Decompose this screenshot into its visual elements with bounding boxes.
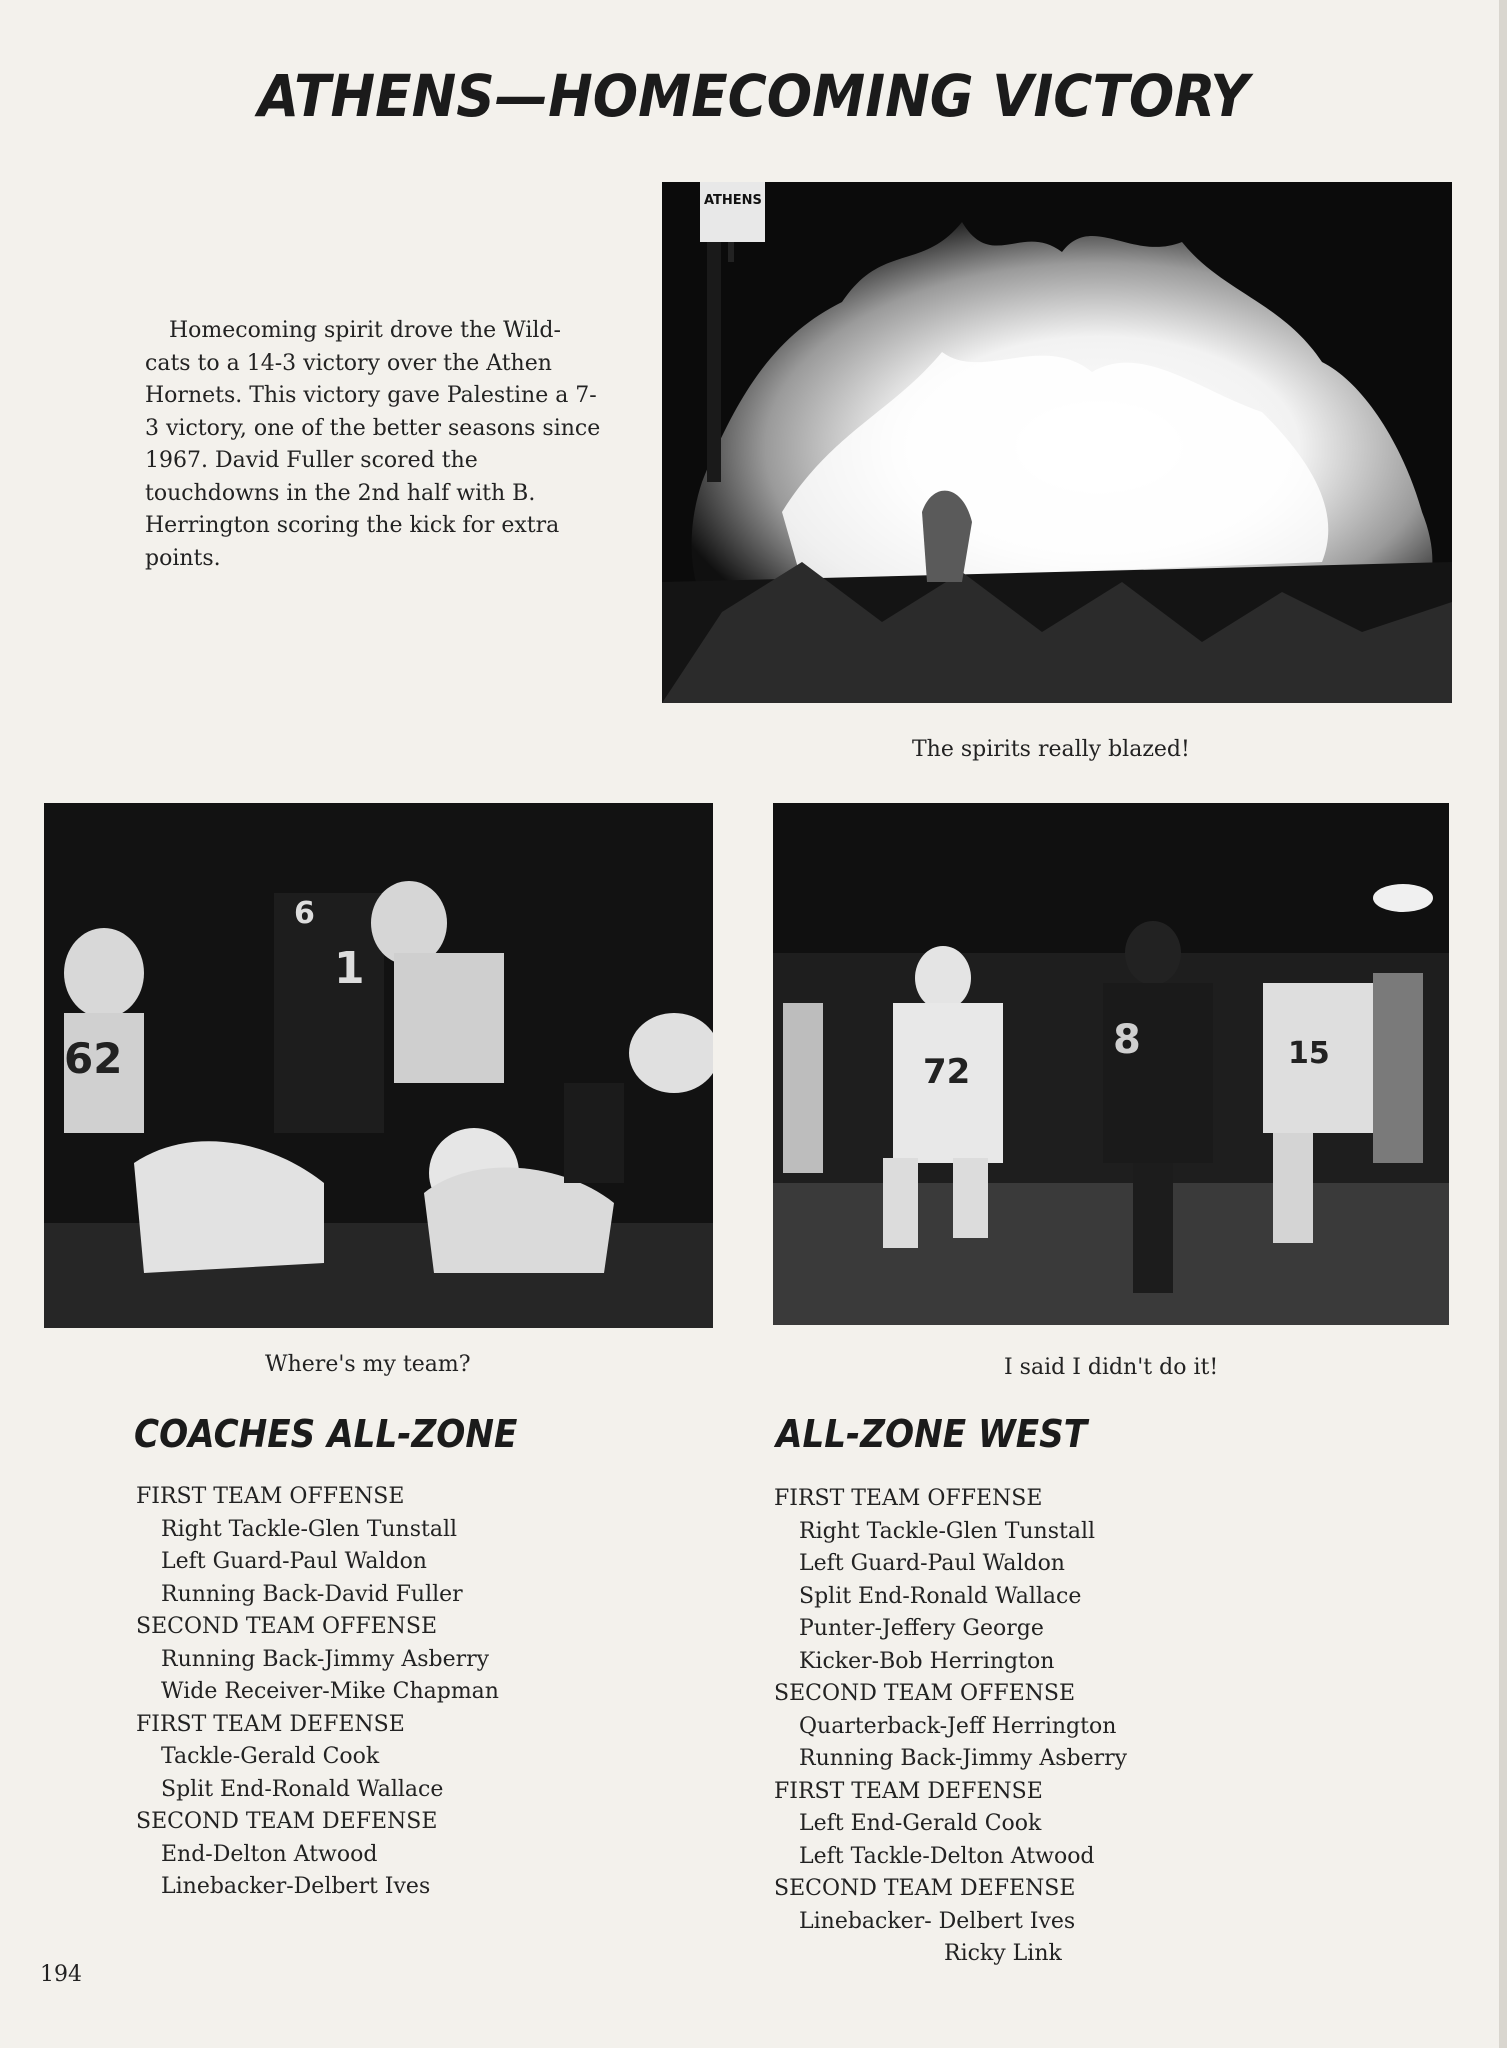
roster-entry: Running Back-Jimmy Asberry: [799, 1746, 1128, 1771]
roster-entry: Split End-Ronald Wallace: [161, 1776, 444, 1802]
roster-entry: Right Tackle-Glen Tunstall: [161, 1516, 458, 1542]
sign-text: ATHENS: [704, 193, 762, 208]
bonfire-caption: The spirits really blazed!: [912, 737, 1190, 762]
roster-entry: Right Tackle-Glen Tunstall: [799, 1518, 1096, 1544]
svg-text:1: 1: [334, 943, 365, 994]
athens-sign: [700, 182, 765, 242]
roster-entry: Left Tackle-Delton Atwood: [799, 1843, 1095, 1869]
pileup-photo: [44, 803, 713, 1328]
runner-photo: [773, 803, 1449, 1325]
all-zone-west-heading: ALL-ZONE WEST: [776, 1412, 1088, 1456]
roster-entry: Running Back-Jimmy Asberry: [161, 1646, 490, 1672]
roster-entry: Ricky Link: [944, 1941, 1062, 1966]
bonfire-photo: [662, 182, 1452, 703]
svg-text:8: 8: [1113, 1017, 1141, 1063]
roster-entry: Split End-Ronald Wallace: [799, 1583, 1082, 1609]
svg-text:62: 62: [64, 1034, 123, 1083]
bonfire-illustration: [662, 182, 1452, 703]
roster-entry: Left Guard-Paul Waldon: [799, 1551, 1065, 1576]
roster-entry: Wide Receiver-Mike Chapman: [161, 1679, 499, 1704]
page-number: 194: [40, 1962, 82, 1987]
roster-section-heading: FIRST TEAM DEFENSE: [136, 1711, 405, 1737]
svg-text:15: 15: [1288, 1036, 1330, 1071]
page-edge: [1499, 0, 1507, 2048]
coaches-roster: [136, 1481, 499, 1904]
pileup-caption: Where's my team?: [265, 1352, 471, 1377]
pileup-illustration: [44, 803, 713, 1328]
roster-entry: Tackle-Gerald Cook: [161, 1744, 380, 1769]
roster-entry: End-Delton Atwood: [161, 1841, 378, 1867]
roster-entry: Linebacker-Delbert Ives: [161, 1874, 431, 1899]
roster-section-heading: SECOND TEAM DEFENSE: [774, 1876, 1076, 1901]
svg-text:6: 6: [294, 896, 315, 931]
runner-caption: I said I didn't do it!: [1004, 1355, 1219, 1380]
page-title: ATHENS—HOMECOMING VICTORY: [257, 62, 1250, 130]
roster-entry: Quarterback-Jeff Herrington: [799, 1713, 1117, 1739]
roster-entry: Linebacker- Delbert Ives: [799, 1908, 1076, 1934]
roster-section-heading: FIRST TEAM OFFENSE: [136, 1484, 405, 1509]
roster-section-heading: SECOND TEAM OFFENSE: [774, 1681, 1076, 1706]
roster-entry: Punter-Jeffery George: [799, 1616, 1044, 1641]
roster-section-heading: FIRST TEAM DEFENSE: [774, 1778, 1043, 1804]
intro-paragraph: Homecoming spirit drove the Wild-cats to a 14-3 victory over the Athen Hornets. This victory gave Palestine a 7-3 victory, one of the better seasons since 1967. David Fuller scored the touchdowns in the 2nd half with B. Herrington scoring the kick for extra points.: [145, 318, 601, 571]
roster-entry: Running Back-David Fuller: [161, 1581, 463, 1607]
roster-section-heading: SECOND TEAM OFFENSE: [136, 1614, 438, 1639]
roster-section-heading: SECOND TEAM DEFENSE: [136, 1809, 438, 1834]
runner-illustration: [773, 803, 1449, 1325]
coaches-all-zone-heading: COACHES ALL-ZONE: [134, 1412, 518, 1456]
roster-entry: Kicker-Bob Herrington: [799, 1648, 1055, 1674]
roster-section-heading: FIRST TEAM OFFENSE: [774, 1486, 1043, 1511]
west-roster: [774, 1483, 1127, 1971]
roster-entry: Left Guard-Paul Waldon: [161, 1549, 427, 1574]
svg-text:72: 72: [923, 1052, 971, 1092]
roster-entry: Left End-Gerald Cook: [799, 1811, 1042, 1836]
